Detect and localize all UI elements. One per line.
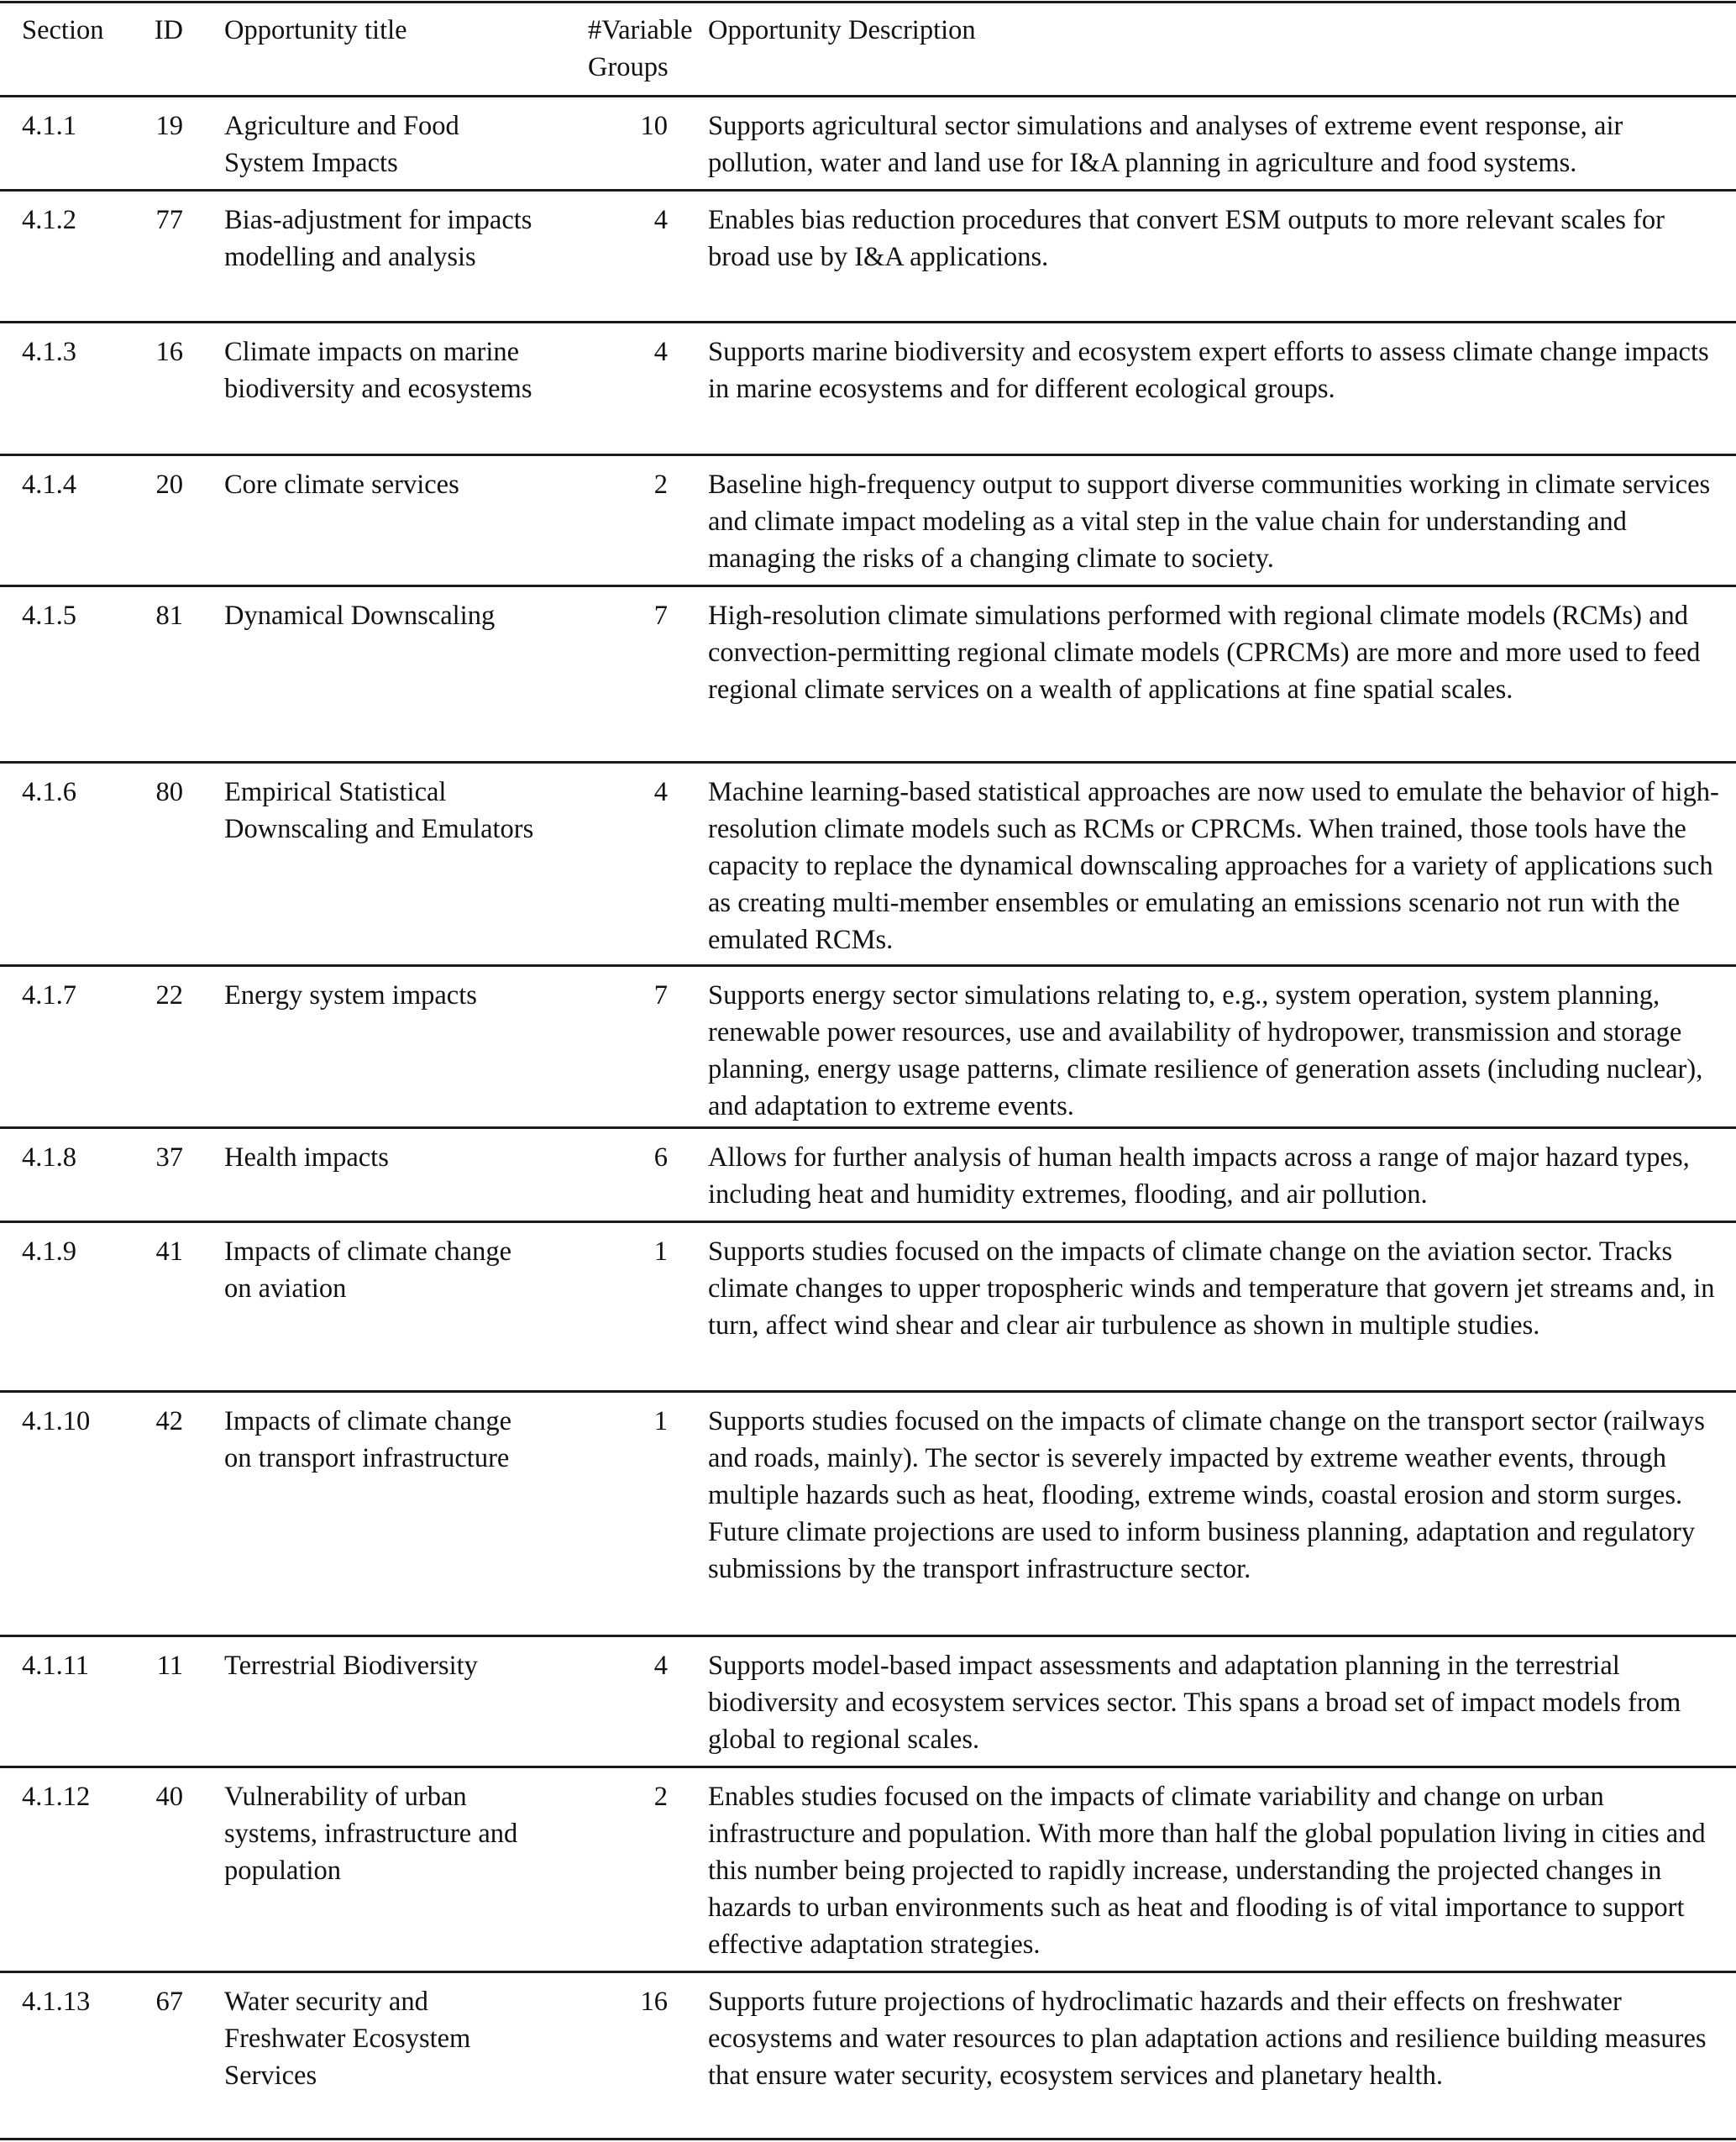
cell-section: 4.1.11 (22, 1651, 90, 1681)
cell-title: Dynamical Downscaling (224, 601, 496, 631)
table-row (0, 965, 1736, 1127)
cell-id: 20 (155, 470, 183, 500)
cell-variable-groups: 4 (653, 205, 668, 235)
cell-variable-groups: 1 (653, 1406, 668, 1436)
cell-description: Allows for further analysis of human health impacts across a range of major hazard types, including heat and humidity extremes, flooding, and air pollution. (708, 1142, 1690, 1210)
cell-title: Agriculture and Food System Impacts (224, 111, 459, 178)
cell-section: 4.1.4 (22, 470, 76, 500)
table-row (0, 762, 1736, 965)
cell-section: 4.1.13 (22, 1987, 91, 2017)
cell-id: 81 (155, 601, 183, 631)
cell-variable-groups: 4 (653, 1651, 668, 1681)
cell-title: Energy system impacts (224, 980, 477, 1011)
cell-section: 4.1.2 (22, 205, 76, 235)
cell-variable-groups: 7 (653, 980, 668, 1011)
cell-title: Vulnerability of urban systems, infrastructure and population (224, 1782, 518, 1886)
cell-description: Enables studies focused on the impacts of climate variability and change on urban infrastructure and population. With more than half the global population living in cities and this number being projected to rapidly increase, understanding the projected changes in hazards to urban environments such as heat and flooding is of vital importance to support effective adaptation strategies. (708, 1782, 1706, 1960)
cell-description: High-resolution climate simulations performed with regional climate models (RCMs) and convection-permitting regional climate models (CPRCMs) are more and more used to feed regional climate services on a wealth of applications at fine spatial scales. (708, 601, 1701, 705)
cell-section: 4.1.6 (22, 777, 76, 807)
cell-id: 77 (155, 205, 183, 235)
cell-id: 67 (155, 1987, 183, 2017)
top-rule (0, 1, 1736, 3)
table-row (0, 96, 1736, 190)
cell-variable-groups: 7 (653, 601, 668, 631)
header-description: Opportunity Description (708, 15, 976, 45)
cell-variable-groups: 2 (653, 470, 668, 500)
cell-variable-groups: 4 (653, 337, 668, 367)
header-id: ID (154, 15, 183, 45)
cell-title: Empirical Statistical Downscaling and Emulators (224, 777, 534, 844)
cell-title: Terrestrial Biodiversity (224, 1651, 478, 1681)
cell-title: Impacts of climate change on aviation (224, 1236, 511, 1304)
cell-id: 80 (155, 777, 183, 807)
cell-id: 19 (155, 111, 183, 141)
cell-section: 4.1.7 (22, 980, 76, 1011)
cell-description: Supports model-based impact assessments and adaptation planning in the terrestrial biodiversity and ecosystem services sector. This spans a broad set of impact models from global to regional scales. (708, 1651, 1681, 1755)
cell-section: 4.1.1 (22, 111, 76, 141)
cell-description: Supports agricultural sector simulations and analyses of extreme event response, air pollution, water and land use for I&A planning in agriculture and food systems. (708, 111, 1623, 178)
cell-id: 41 (155, 1236, 183, 1267)
table-row (0, 322, 1736, 454)
header-title: Opportunity title (224, 15, 407, 45)
header-variable-groups: #Variable Groups (588, 15, 693, 82)
cell-description: Enables bias reduction procedures that convert ESM outputs to more relevant scales for broad use by I&A applications. (708, 205, 1665, 272)
cell-variable-groups: 10 (640, 111, 668, 141)
cell-description: Supports marine biodiversity and ecosystem expert efforts to assess climate change impacts in marine ecosystems and for different ecological groups. (708, 337, 1709, 404)
cell-description: Baseline high-frequency output to support diverse communities working in climate services and climate impact modeling as a vital step in the value chain for understanding and managing the risks of a changing climate to society. (708, 470, 1711, 574)
cell-section: 4.1.10 (22, 1406, 91, 1436)
table-row (0, 190, 1736, 322)
table-row (0, 1971, 1736, 2139)
cell-section: 4.1.5 (22, 601, 76, 631)
cell-title: Impacts of climate change on transport infrastructure (224, 1406, 511, 1473)
cell-title: Health impacts (224, 1142, 389, 1173)
cell-description: Supports energy sector simulations relating to, e.g., system operation, system planning, renewable power resources, use and availability of hydropower, transmission and storage planning, energy usage patterns, climate resilience of generation assets (including nuclear), and adaptation to extreme events. (708, 980, 1703, 1121)
cell-title: Water security and Freshwater Ecosystem Services (224, 1987, 471, 2091)
cell-id: 42 (155, 1406, 183, 1436)
cell-id: 40 (155, 1782, 183, 1812)
cell-title: Bias-adjustment for impacts modelling and analysis (224, 205, 532, 272)
cell-section: 4.1.9 (22, 1236, 76, 1267)
cell-variable-groups: 16 (640, 1987, 668, 2017)
cell-id: 22 (155, 980, 183, 1011)
table-row (0, 1221, 1736, 1391)
cell-description: Supports studies focused on the impacts of climate change on the transport sector (railways and roads, mainly). The sector is severely impacted by extreme weather events, through multiple hazards such as heat, flooding, extreme winds, coastal erosion and storm surges. Future climate projections are used to inform business planning, adaptation and regulatory submissions by the transport infrastructure sector. (708, 1406, 1705, 1584)
table-row (0, 454, 1736, 585)
cell-section: 4.1.12 (22, 1782, 91, 1812)
cell-id: 16 (155, 337, 183, 367)
cell-id: 11 (156, 1651, 183, 1681)
header-section: Section (22, 15, 104, 45)
cell-variable-groups: 4 (653, 777, 668, 807)
table-row (0, 1635, 1736, 1767)
cell-title: Core climate services (224, 470, 459, 500)
cell-description: Supports studies focused on the impacts of climate change on the aviation sector. Tracks climate changes to upper tropospheric winds and temperature that govern jet streams and, in turn, affect wind shear and clear air turbulence as shown in multiple studies. (708, 1236, 1715, 1341)
cell-variable-groups: 6 (653, 1142, 668, 1173)
cell-description: Supports future projections of hydroclimatic hazards and their effects on freshwater ecosystems and water resources to plan adaptation actions and resilience building measures that ensure water security, ecosystem services and planetary health. (708, 1987, 1707, 2091)
cell-description: Machine learning-based statistical approaches are now used to emulate the behavior of high-resolution climate models such as RCMs or CPRCMs. When trained, those tools have the capacity to replace the dynamical downscaling approaches for a variety of applications such as creating multi-member ensembles or emulating an emissions scenario not run with the emulated RCMs. (708, 777, 1719, 955)
table-row (0, 585, 1736, 762)
table-row (0, 1767, 1736, 1971)
cell-variable-groups: 1 (653, 1236, 668, 1267)
table-row (0, 1391, 1736, 1635)
cell-title: Climate impacts on marine biodiversity and ecosystems (224, 337, 532, 404)
cell-id: 37 (155, 1142, 183, 1173)
table-row (0, 1127, 1736, 1221)
cell-section: 4.1.3 (22, 337, 76, 367)
cell-section: 4.1.8 (22, 1142, 76, 1173)
cell-variable-groups: 2 (653, 1782, 668, 1812)
table-header (0, 2, 1736, 96)
